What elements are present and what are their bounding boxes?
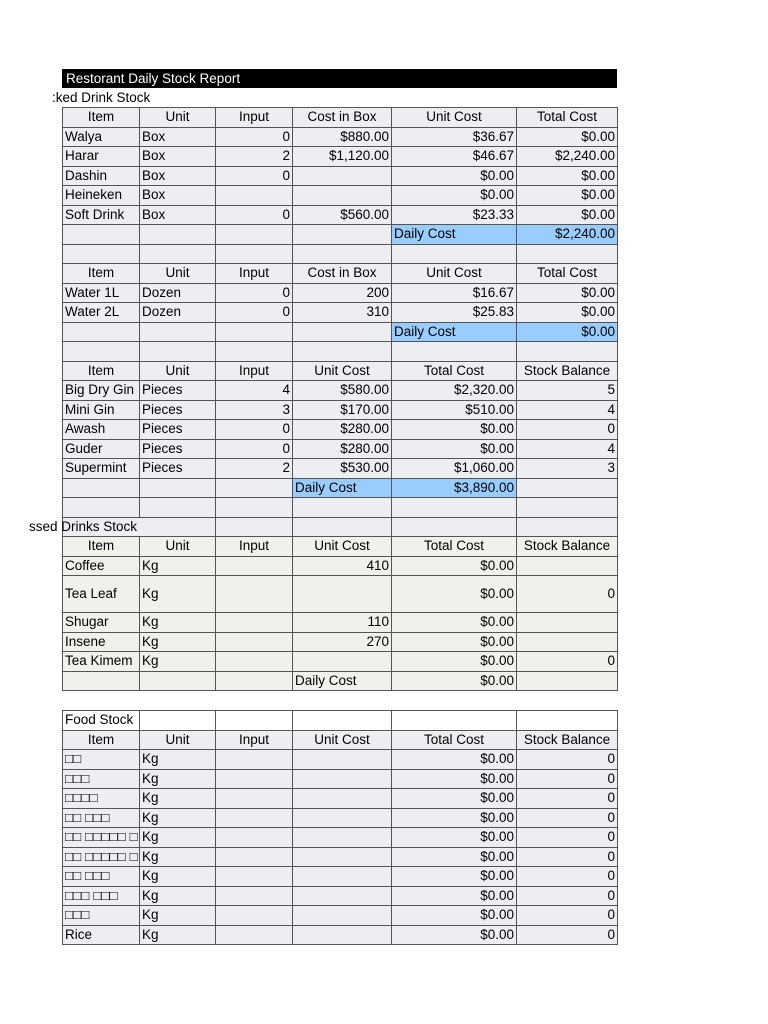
daily-cost-row xyxy=(63,478,618,498)
cell-unit[interactable]: Kg xyxy=(140,556,216,576)
cell[interactable] xyxy=(392,244,517,264)
cell[interactable] xyxy=(140,322,216,342)
table-header-row xyxy=(63,537,618,557)
cell[interactable] xyxy=(293,244,392,264)
cell-total-cost[interactable]: $0.00 xyxy=(392,576,517,613)
cell[interactable] xyxy=(293,711,392,731)
cell-item[interactable]: Coffee xyxy=(63,556,140,576)
table-row xyxy=(63,769,618,789)
cell-item[interactable]: □□ □□□ xyxy=(63,808,140,828)
cell[interactable] xyxy=(392,711,517,731)
cell-total-cost[interactable]: $0.00 xyxy=(392,556,517,576)
cell-input[interactable]: 0 xyxy=(216,303,293,323)
header-cell: Item xyxy=(63,264,140,284)
cell-item[interactable]: Tea Kimem xyxy=(63,652,140,672)
header-cell: Unit Cost xyxy=(392,264,517,284)
cell[interactable] xyxy=(517,478,618,498)
cell[interactable] xyxy=(63,671,140,691)
packed-drink-caption: :ked Drink Stock xyxy=(52,90,151,105)
cell[interactable] xyxy=(140,498,216,518)
cell-total-cost[interactable]: $0.00 xyxy=(392,828,517,848)
cell-stock-balance[interactable] xyxy=(517,613,618,633)
cell-unit-cost[interactable]: $46.67 xyxy=(392,147,517,167)
cell[interactable] xyxy=(140,244,216,264)
cell-cost-in-box[interactable]: $560.00 xyxy=(293,205,392,225)
cell-total-cost[interactable]: $0.00 xyxy=(392,789,517,809)
cell-input[interactable]: 2 xyxy=(216,459,293,479)
header-cell: Cost in Box xyxy=(293,108,392,128)
cell-stock-balance[interactable]: 0 xyxy=(517,847,618,867)
cell-item[interactable]: Water 2L xyxy=(63,303,140,323)
cell-item[interactable]: Soft Drink xyxy=(63,205,140,225)
table-row xyxy=(63,789,618,809)
cell-input[interactable]: 4 xyxy=(216,381,293,401)
cell-unit[interactable]: Kg xyxy=(140,576,216,613)
cell-total-cost[interactable]: $0.00 xyxy=(517,303,618,323)
cell[interactable] xyxy=(293,498,392,518)
processed-drinks-table xyxy=(62,536,618,691)
header-cell: Unit xyxy=(140,264,216,284)
cell-total-cost[interactable]: $0.00 xyxy=(517,205,618,225)
header-cell: Stock Balance xyxy=(517,537,618,557)
cell[interactable] xyxy=(392,517,517,537)
cell-input[interactable]: 0 xyxy=(216,127,293,147)
cell-unit-cost[interactable]: $580.00 xyxy=(293,381,392,401)
cell-unit-cost[interactable] xyxy=(293,750,392,770)
cell-unit[interactable]: Kg xyxy=(140,925,216,945)
cell-stock-balance[interactable]: 3 xyxy=(517,459,618,479)
cell-input[interactable] xyxy=(216,828,293,848)
header-cell: Cost in Box xyxy=(293,264,392,284)
cell-unit[interactable]: Box xyxy=(140,205,216,225)
cell-stock-balance[interactable] xyxy=(517,556,618,576)
cell-item[interactable]: Guder xyxy=(63,439,140,459)
cell-unit[interactable]: Pieces xyxy=(140,459,216,479)
cell-cost-in-box[interactable] xyxy=(293,186,392,206)
cell-unit[interactable]: Kg xyxy=(140,867,216,887)
cell[interactable] xyxy=(216,478,293,498)
cell-item[interactable]: □□□□ xyxy=(63,789,140,809)
cell-unit-cost[interactable]: $23.33 xyxy=(392,205,517,225)
header-cell: Stock Balance xyxy=(517,361,618,381)
daily-cost-value: $2,240.00 xyxy=(517,225,618,245)
table-row xyxy=(63,459,618,479)
header-cell: Input xyxy=(216,108,293,128)
cell-unit[interactable]: Kg xyxy=(140,847,216,867)
cell-item[interactable]: Mini Gin xyxy=(63,400,140,420)
cell-unit-cost[interactable] xyxy=(293,867,392,887)
table-row xyxy=(63,166,618,186)
cell-item[interactable]: Tea Leaf xyxy=(63,576,140,613)
table-row xyxy=(63,303,618,323)
table-row xyxy=(63,186,618,206)
cell[interactable] xyxy=(216,517,293,537)
header-cell: Input xyxy=(216,730,293,750)
cell-input[interactable]: 0 xyxy=(216,283,293,303)
cell-item[interactable]: □□□ xyxy=(63,906,140,926)
cell-input[interactable]: 0 xyxy=(216,166,293,186)
cell-total-cost[interactable]: $0.00 xyxy=(517,166,618,186)
cell[interactable] xyxy=(293,225,392,245)
cell[interactable] xyxy=(293,322,392,342)
cell[interactable] xyxy=(216,498,293,518)
table-header-row xyxy=(63,361,618,381)
table-row xyxy=(63,808,618,828)
cell-stock-balance[interactable]: 4 xyxy=(517,439,618,459)
processed-caption-row xyxy=(63,517,618,537)
cell-unit[interactable]: Dozen xyxy=(140,303,216,323)
table-row xyxy=(63,867,618,887)
header-cell: Input xyxy=(216,537,293,557)
header-cell: Unit xyxy=(140,537,216,557)
processed-caption: ssed Drinks Stock xyxy=(28,518,137,534)
cell-total-cost[interactable]: $0.00 xyxy=(392,439,517,459)
cell-unit-cost[interactable]: 270 xyxy=(293,632,392,652)
cell[interactable] xyxy=(517,498,618,518)
cell[interactable] xyxy=(517,342,618,362)
cell-input[interactable] xyxy=(216,769,293,789)
cell-unit[interactable]: Box xyxy=(140,147,216,167)
cell-total-cost[interactable]: $0.00 xyxy=(392,750,517,770)
cell-total-cost[interactable]: $0.00 xyxy=(517,186,618,206)
cell-item[interactable]: □□ □□□□□ □ xyxy=(63,828,140,848)
cell[interactable] xyxy=(216,244,293,264)
cell[interactable] xyxy=(517,244,618,264)
cell-total-cost[interactable]: $0.00 xyxy=(392,613,517,633)
cell-stock-balance[interactable]: 0 xyxy=(517,906,618,926)
cell[interactable] xyxy=(216,671,293,691)
cell-input[interactable] xyxy=(216,576,293,613)
cell[interactable] xyxy=(63,342,140,362)
daily-cost-label: Daily Cost xyxy=(293,478,392,498)
cell-item[interactable]: Harar xyxy=(63,147,140,167)
header-cell: Item xyxy=(63,108,140,128)
cell-unit-cost[interactable]: $280.00 xyxy=(293,420,392,440)
cell-unit-cost[interactable] xyxy=(293,769,392,789)
cell-total-cost[interactable]: $0.00 xyxy=(392,420,517,440)
cell-item[interactable]: Shugar xyxy=(63,613,140,633)
daily-cost-row xyxy=(63,225,618,245)
cell-cost-in-box[interactable]: 310 xyxy=(293,303,392,323)
cell-unit[interactable]: Kg xyxy=(140,769,216,789)
cell-unit[interactable]: Dozen xyxy=(140,283,216,303)
header-cell: Stock Balance xyxy=(517,730,618,750)
cell-stock-balance[interactable]: 5 xyxy=(517,381,618,401)
cell-cost-in-box[interactable]: $1,120.00 xyxy=(293,147,392,167)
cell-stock-balance[interactable]: 0 xyxy=(517,750,618,770)
header-cell: Item xyxy=(63,361,140,381)
cell-total-cost[interactable]: $0.00 xyxy=(517,127,618,147)
cell-unit-cost[interactable] xyxy=(293,847,392,867)
cell-cost-in-box[interactable]: 200 xyxy=(293,283,392,303)
table-header-row xyxy=(63,730,618,750)
header-cell: Item xyxy=(63,730,140,750)
header-cell: Total Cost xyxy=(517,264,618,284)
cell-item[interactable]: Insene xyxy=(63,632,140,652)
cell-item[interactable]: Walya xyxy=(63,127,140,147)
table-row xyxy=(63,400,618,420)
cell-total-cost[interactable]: $0.00 xyxy=(392,925,517,945)
cell-input[interactable] xyxy=(216,867,293,887)
cell-total-cost[interactable]: $0.00 xyxy=(392,867,517,887)
cell-total-cost[interactable]: $0.00 xyxy=(517,283,618,303)
cell-item[interactable]: □□□ xyxy=(63,769,140,789)
cell-unit-cost[interactable] xyxy=(293,828,392,848)
cell[interactable] xyxy=(63,322,140,342)
cell[interactable] xyxy=(140,225,216,245)
cell-unit-cost[interactable] xyxy=(293,886,392,906)
cell-input[interactable] xyxy=(216,808,293,828)
cell-input[interactable] xyxy=(216,652,293,672)
table-row xyxy=(63,439,618,459)
table-row xyxy=(63,613,618,633)
cell-unit[interactable]: Kg xyxy=(140,808,216,828)
cell-unit[interactable]: Box xyxy=(140,186,216,206)
cell-unit[interactable]: Kg xyxy=(140,886,216,906)
cell-stock-balance[interactable] xyxy=(517,632,618,652)
cell-stock-balance[interactable]: 0 xyxy=(517,886,618,906)
cell[interactable] xyxy=(293,342,392,362)
cell[interactable] xyxy=(392,342,517,362)
packed-drink-table xyxy=(28,107,618,537)
cell-unit-cost[interactable]: $280.00 xyxy=(293,439,392,459)
cell-unit[interactable]: Kg xyxy=(140,613,216,633)
cell-unit-cost[interactable] xyxy=(293,925,392,945)
table-row xyxy=(63,632,618,652)
blank-row xyxy=(63,244,618,264)
cell-item[interactable]: Supermint xyxy=(63,459,140,479)
header-cell: Unit Cost xyxy=(293,537,392,557)
header-cell: Total Cost xyxy=(392,361,517,381)
cell-unit[interactable]: Box xyxy=(140,127,216,147)
table-row xyxy=(63,906,618,926)
cell-total-cost[interactable]: $0.00 xyxy=(392,808,517,828)
header-cell: Unit xyxy=(140,730,216,750)
cell-unit-cost[interactable]: $36.67 xyxy=(392,127,517,147)
cell-input[interactable]: 0 xyxy=(216,420,293,440)
cell[interactable] xyxy=(63,478,140,498)
cell-input[interactable] xyxy=(216,925,293,945)
cell[interactable] xyxy=(216,342,293,362)
cell-item[interactable]: □□ □□□□□ □ xyxy=(63,847,140,867)
cell-total-cost[interactable]: $510.00 xyxy=(392,400,517,420)
cell[interactable] xyxy=(293,517,392,537)
cell-item[interactable]: Big Dry Gin xyxy=(63,381,140,401)
cell-stock-balance[interactable]: 0 xyxy=(517,576,618,613)
table-row xyxy=(63,847,618,867)
food-caption: Food Stock xyxy=(63,711,140,731)
daily-cost-value: $3,890.00 xyxy=(392,478,517,498)
cell-item[interactable]: Rice xyxy=(63,925,140,945)
cell-unit-cost[interactable]: $0.00 xyxy=(392,186,517,206)
cell-unit[interactable]: Kg xyxy=(140,789,216,809)
cell-total-cost[interactable]: $0.00 xyxy=(392,886,517,906)
cell-total-cost[interactable]: $2,320.00 xyxy=(392,381,517,401)
cell[interactable] xyxy=(216,322,293,342)
daily-cost-label: Daily Cost xyxy=(392,322,517,342)
header-cell: Total Cost xyxy=(517,108,618,128)
table-row xyxy=(63,886,618,906)
table-row xyxy=(63,420,618,440)
cell-total-cost[interactable]: $1,060.00 xyxy=(392,459,517,479)
cell-stock-balance[interactable]: 0 xyxy=(517,808,618,828)
cell-unit-cost[interactable]: $170.00 xyxy=(293,400,392,420)
daily-cost-label: Daily Cost xyxy=(293,671,392,691)
cell-unit[interactable]: Pieces xyxy=(140,439,216,459)
header-cell: Unit Cost xyxy=(293,361,392,381)
cell-stock-balance[interactable]: 0 xyxy=(517,769,618,789)
header-cell: Total Cost xyxy=(392,730,517,750)
header-cell: Unit xyxy=(140,108,216,128)
cell-unit-cost[interactable] xyxy=(293,652,392,672)
cell[interactable] xyxy=(63,244,140,264)
cell-unit[interactable]: Kg xyxy=(140,906,216,926)
table-row xyxy=(63,828,618,848)
cell-input[interactable] xyxy=(216,632,293,652)
daily-cost-value: $0.00 xyxy=(517,322,618,342)
cell-input[interactable] xyxy=(216,750,293,770)
cell-unit[interactable]: Kg xyxy=(140,828,216,848)
cell-input[interactable]: 0 xyxy=(216,205,293,225)
cell-input[interactable]: 0 xyxy=(216,439,293,459)
cell-unit-cost[interactable]: $16.67 xyxy=(392,283,517,303)
cell-total-cost[interactable]: $0.00 xyxy=(392,769,517,789)
cell-total-cost[interactable]: $2,240.00 xyxy=(517,147,618,167)
cell-unit[interactable]: Kg xyxy=(140,750,216,770)
cell-cost-in-box[interactable] xyxy=(293,166,392,186)
report-title: Restorant Daily Stock Report xyxy=(62,69,617,88)
daily-cost-label: Daily Cost xyxy=(392,225,517,245)
table-header-row xyxy=(63,108,618,128)
table-row xyxy=(63,750,618,770)
cell-unit-cost[interactable]: 110 xyxy=(293,613,392,633)
cell-input[interactable] xyxy=(216,556,293,576)
cell[interactable] xyxy=(140,671,216,691)
cell-unit-cost[interactable]: $530.00 xyxy=(293,459,392,479)
cell-item[interactable]: Awash xyxy=(63,420,140,440)
table-row xyxy=(63,576,618,613)
cell-unit-cost[interactable] xyxy=(293,808,392,828)
cell-unit-cost[interactable]: $25.83 xyxy=(392,303,517,323)
table-row xyxy=(63,381,618,401)
food-stock-table xyxy=(62,710,618,945)
cell-unit-cost[interactable]: $0.00 xyxy=(392,166,517,186)
cell-unit[interactable]: Kg xyxy=(140,632,216,652)
table-header-row xyxy=(63,264,618,284)
cell-input[interactable]: 3 xyxy=(216,400,293,420)
cell-unit[interactable]: Box xyxy=(140,166,216,186)
blank-row xyxy=(63,342,618,362)
cell-total-cost[interactable]: $0.00 xyxy=(392,906,517,926)
cell[interactable] xyxy=(140,478,216,498)
food-caption-row xyxy=(63,711,618,731)
cell-item[interactable]: □□□ □□□ xyxy=(63,886,140,906)
cell-total-cost[interactable]: $0.00 xyxy=(392,847,517,867)
header-cell: Total Cost xyxy=(392,537,517,557)
header-cell: Unit Cost xyxy=(293,730,392,750)
cell-input[interactable] xyxy=(216,186,293,206)
cell-stock-balance[interactable]: 0 xyxy=(517,652,618,672)
table-row xyxy=(63,925,618,945)
table-row xyxy=(63,652,618,672)
cell-item[interactable]: Dashin xyxy=(63,166,140,186)
cell-item[interactable]: Heineken xyxy=(63,186,140,206)
cell-unit[interactable]: Pieces xyxy=(140,420,216,440)
daily-cost-row xyxy=(63,322,618,342)
cell[interactable] xyxy=(392,498,517,518)
processed-caption-cell xyxy=(28,517,216,537)
header-cell: Input xyxy=(216,264,293,284)
cell-input[interactable] xyxy=(216,906,293,926)
cell-unit[interactable]: Kg xyxy=(140,652,216,672)
cell[interactable] xyxy=(63,225,140,245)
cell-unit-cost[interactable] xyxy=(293,906,392,926)
cell[interactable] xyxy=(216,225,293,245)
cell-input[interactable] xyxy=(216,613,293,633)
cell-stock-balance[interactable]: 0 xyxy=(517,867,618,887)
cell[interactable] xyxy=(63,498,140,518)
header-cell: Item xyxy=(63,537,140,557)
cell-unit-cost[interactable] xyxy=(293,789,392,809)
cell[interactable] xyxy=(216,711,293,731)
cell-unit-cost[interactable] xyxy=(293,576,392,613)
cell[interactable] xyxy=(517,671,618,691)
cell-stock-balance[interactable]: 0 xyxy=(517,789,618,809)
cell-total-cost[interactable]: $0.00 xyxy=(392,632,517,652)
table-row xyxy=(63,205,618,225)
table-row xyxy=(63,556,618,576)
stock-report-sheet xyxy=(28,69,617,945)
cell-unit[interactable]: Pieces xyxy=(140,400,216,420)
table-row xyxy=(63,283,618,303)
cell-stock-balance[interactable]: 0 xyxy=(517,925,618,945)
cell[interactable] xyxy=(140,711,216,731)
header-cell: Unit Cost xyxy=(392,108,517,128)
header-cell: Unit xyxy=(140,361,216,381)
cell-stock-balance[interactable]: 0 xyxy=(517,420,618,440)
header-cell: Input xyxy=(216,361,293,381)
cell[interactable] xyxy=(140,342,216,362)
cell-input[interactable] xyxy=(216,886,293,906)
cell-stock-balance[interactable]: 4 xyxy=(517,400,618,420)
cell-item[interactable]: □□ □□□ xyxy=(63,867,140,887)
cell-item[interactable]: □□ xyxy=(63,750,140,770)
cell[interactable] xyxy=(517,711,618,731)
cell-input[interactable] xyxy=(216,847,293,867)
cell[interactable] xyxy=(517,517,618,537)
cell-cost-in-box[interactable]: $880.00 xyxy=(293,127,392,147)
cell-item[interactable]: Water 1L xyxy=(63,283,140,303)
table-row xyxy=(63,147,618,167)
cell-unit-cost[interactable]: 410 xyxy=(293,556,392,576)
cell-total-cost[interactable]: $0.00 xyxy=(392,652,517,672)
cell-unit[interactable]: Pieces xyxy=(140,381,216,401)
cell-input[interactable] xyxy=(216,789,293,809)
blank-row xyxy=(63,498,618,518)
table-row xyxy=(63,127,618,147)
daily-cost-value: $0.00 xyxy=(392,671,517,691)
cell-stock-balance[interactable]: 0 xyxy=(517,828,618,848)
cell-input[interactable]: 2 xyxy=(216,147,293,167)
daily-cost-row xyxy=(63,671,618,691)
